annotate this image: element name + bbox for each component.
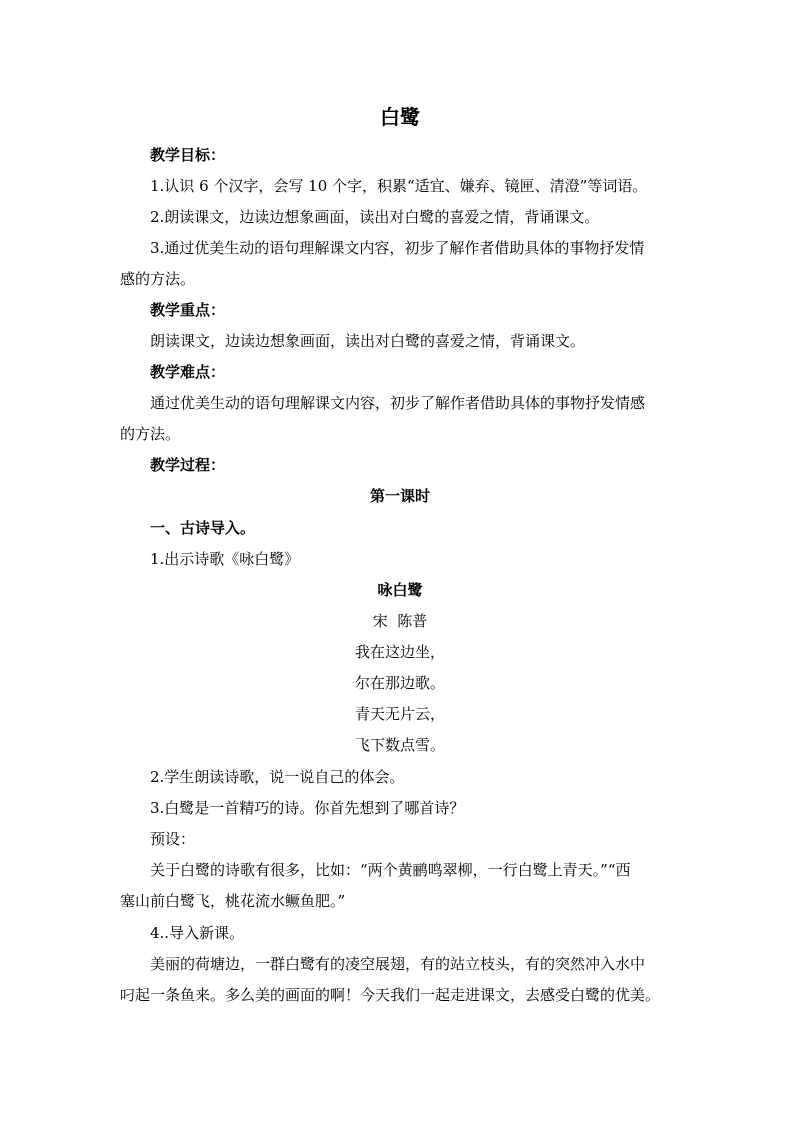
key-points-text: 朗读课文，边读边想象画面，读出对白鹭的喜爱之情，背诵课文。 bbox=[150, 332, 586, 350]
difficulties-text-line-2: 的方法。 bbox=[120, 425, 181, 443]
poem-line-2: 尔在那边歌。 bbox=[354, 674, 445, 692]
step-2: 2.学生朗读诗歌，说一说自己的体会。 bbox=[150, 768, 405, 786]
key-points-heading: 教学重点： bbox=[150, 301, 226, 319]
process-heading: 教学过程： bbox=[150, 456, 226, 474]
objective-item-1: 1.认识 6 个汉字，会写 10 个字，积累“适宜、嫌弃、镜匣、清澄”等词语。 bbox=[150, 177, 648, 195]
difficulties-text-line-1: 通过优美生动的语句理解课文内容，初步了解作者借助具体的事物抒发情感 bbox=[150, 394, 646, 412]
step-4: 4..导入新课。 bbox=[150, 924, 245, 942]
objective-item-2: 2.朗读课文，边读边想象画面，读出对白鹭的喜爱之情，背诵课文。 bbox=[150, 208, 600, 226]
lesson-heading: 第一课时 bbox=[369, 487, 430, 505]
poem-title: 咏白鹭 bbox=[377, 581, 423, 599]
step-3: 3.白鹭是一首精巧的诗。你首先想到了哪首诗？ bbox=[150, 799, 465, 817]
objectives-heading: 教学目标： bbox=[150, 146, 226, 164]
preset-text-line-2: 塞山前白鹭飞，桃花流水鳜鱼肥。” bbox=[120, 892, 346, 910]
poem-line-3: 青天无片云， bbox=[354, 705, 445, 723]
objective-item-3: 3.通过优美生动的语句理解课文内容，初步了解作者借助具体的事物抒发情 bbox=[150, 239, 645, 257]
poem-author: 宋 陈普 bbox=[372, 612, 428, 630]
intro-text-line-2: 叼起一条鱼来。多么美的画面的啊！今天我们一起走进课文，去感受白鹭的优美。 bbox=[120, 986, 661, 1004]
document-title: 白鹭 bbox=[380, 105, 420, 129]
preset-label: 预设： bbox=[150, 830, 196, 848]
poem-line-1: 我在这边坐， bbox=[354, 643, 445, 661]
step-1: 1.出示诗歌《咏白鹭》 bbox=[150, 550, 300, 568]
objective-item-3-continued: 感的方法。 bbox=[120, 270, 196, 288]
section-ancient-poem-intro: 一、古诗导入。 bbox=[150, 519, 256, 537]
difficulties-heading: 教学难点： bbox=[150, 363, 226, 381]
intro-text-line-1: 美丽的荷塘边，一群白鹭有的凌空展翅，有的站立枝头，有的突然冲入水中 bbox=[150, 955, 646, 973]
poem-line-4: 飞下数点雪。 bbox=[354, 736, 445, 754]
preset-text-line-1: 关于白鹭的诗歌有很多，比如：“两个黄鹂鸣翠柳，一行白鹭上青天。”“西 bbox=[150, 861, 631, 879]
